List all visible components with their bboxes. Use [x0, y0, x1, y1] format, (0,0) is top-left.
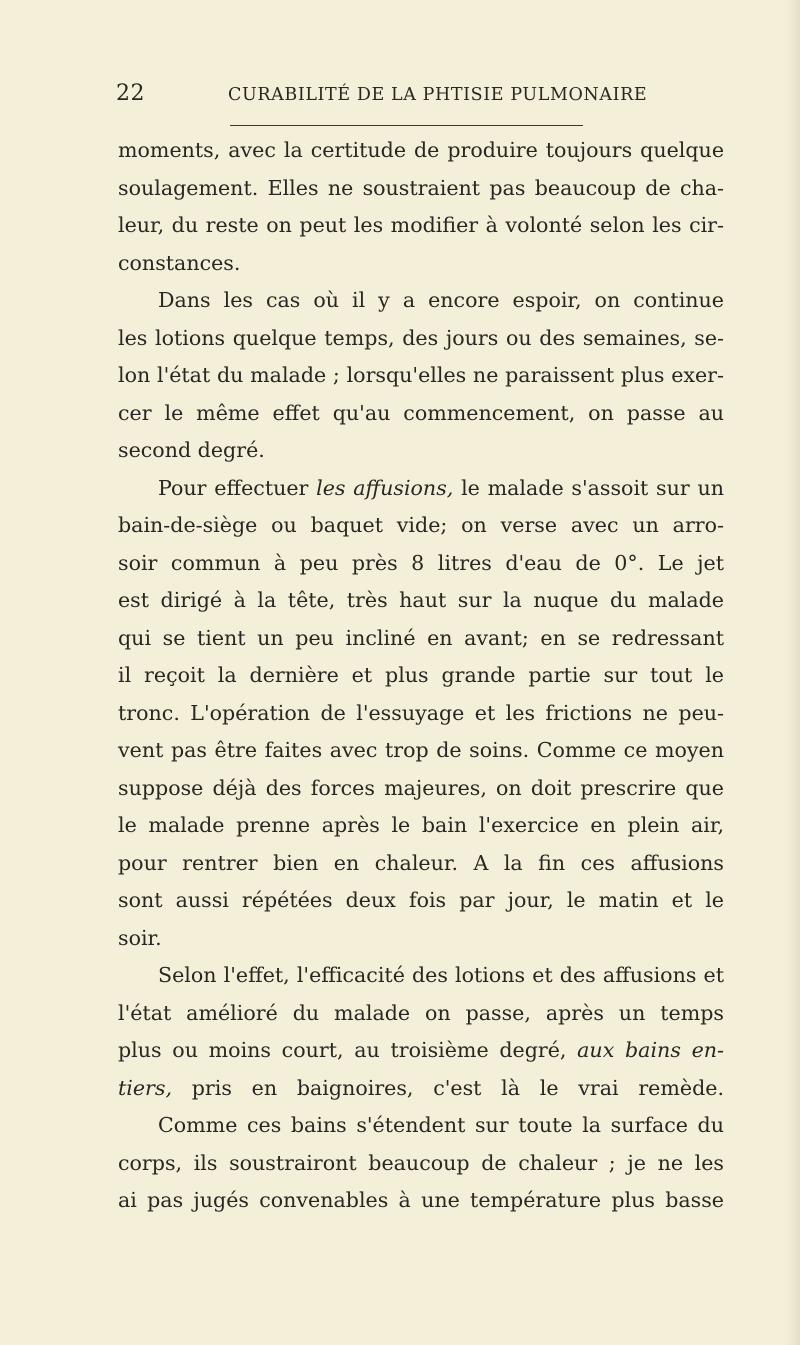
page-header [116, 80, 676, 108]
text-line: pour rentrer bien en chaleur. A la fin ces affusions [118, 850, 724, 875]
text-line [118, 1032, 724, 1070]
text-line: constances. [118, 250, 241, 275]
text-line: Dans les cas où il y a encore espoir, on continue [158, 288, 724, 312]
text-line: corps, ils soustrairont beaucoup de chaleur ; je ne les [118, 1150, 724, 1175]
text-line: vent pas être faites avec trop de soins. Comme ce moyen [118, 738, 724, 762]
text-line: Comme ces bains s'étendent sur toute la surface du [158, 1113, 724, 1137]
text-line: le malade prenne après le bain l'exercice en plein air, [118, 813, 724, 837]
text-line: tronc. L'opération de l'essuyage et les frictions ne peu- [118, 700, 724, 725]
text-segment: plus ou moins court, au troisième degré, [118, 1038, 578, 1062]
body-text [118, 132, 724, 1220]
text-line: ai pas jugés convenables à une température plus basse [118, 1188, 724, 1212]
text-line: suppose déjà des forces majeures, on doit prescrire que [118, 775, 724, 800]
page-edge-shadow [786, 0, 800, 1345]
text-line [118, 1070, 724, 1108]
text-line: est dirigé à la tête, très haut sur la nuque du malade [118, 588, 724, 612]
text-line: second degré. [118, 438, 265, 462]
text-line: cer le même effet qu'au commencement, on passe au [118, 400, 724, 425]
text-line: lon l'état du malade ; lorsqu'elles ne paraissent plus exer- [118, 363, 724, 387]
italic-term-tiers: tiers, [118, 1075, 173, 1100]
text-line: il reçoit la dernière et plus grande partie sur tout le [118, 663, 724, 687]
italic-term-affusions: les affusions, [316, 475, 454, 500]
text-line: qui se tient un peu incliné en avant; en se redressant [118, 625, 724, 650]
text-line: moments, avec la certitude de produire toujours quelque [118, 138, 724, 162]
text-line: sont aussi répétées deux fois par jour, le matin et le [118, 888, 724, 912]
text-line [118, 470, 724, 508]
text-line: soir. [118, 925, 162, 950]
text-line: Selon l'effet, l'efficacité des lotions et des affusions et [158, 963, 724, 987]
text-line: soulagement. Elles ne soustraient pas beaucoup de cha- [118, 175, 724, 200]
text-segment: Pour effectuer [158, 475, 317, 500]
text-line: leur, du reste on peut les modifier à volonté selon les cir- [118, 213, 724, 237]
header-rule [230, 125, 583, 126]
text-line: soir commun à peu près 8 litres d'eau de 0°. Le jet [118, 550, 724, 575]
italic-term-bains: aux bains en- [577, 1038, 724, 1062]
text-segment: pris en baignoires, c'est là le vrai remède. [172, 1075, 724, 1100]
page-number: 22 [116, 81, 145, 106]
text-line: bain-de-siège ou baquet vide; on verse avec un arro- [118, 513, 724, 537]
text-line: l'état amélioré du malade on passe, après un temps [118, 1000, 724, 1025]
running-title: CURABILITÉ DE LA PHTISIE PULMONAIRE [228, 85, 648, 105]
text-line: les lotions quelque temps, des jours ou des semaines, se- [118, 325, 724, 350]
text-segment: le malade s'assoit sur un [453, 475, 725, 500]
